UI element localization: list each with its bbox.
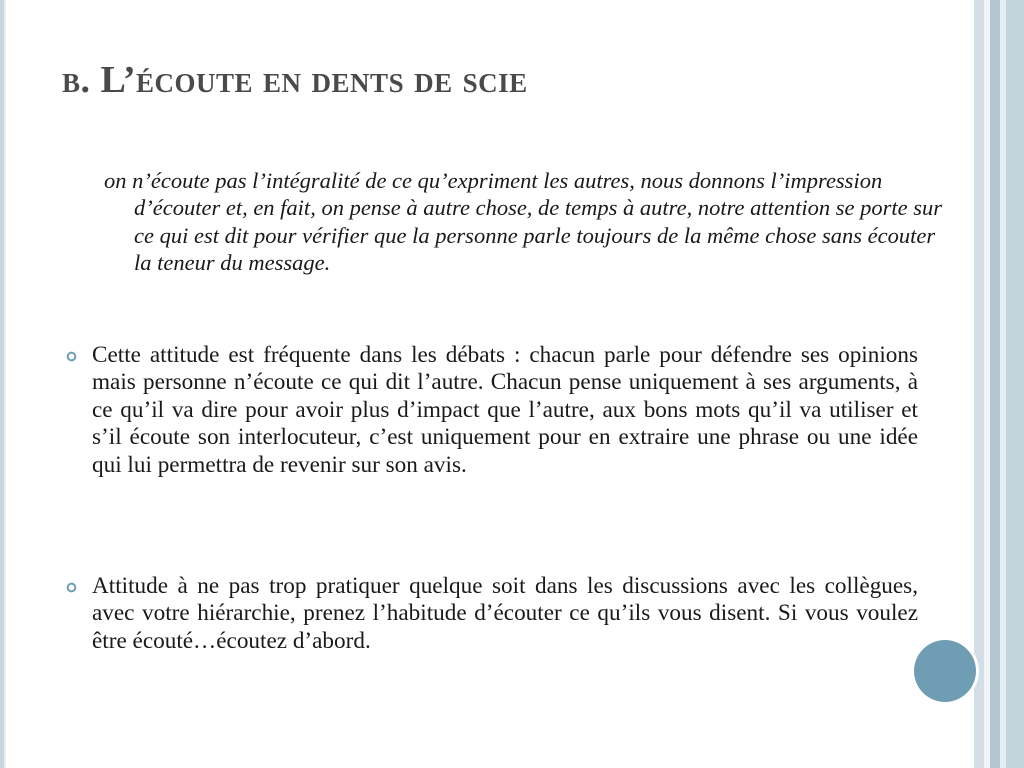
bullet-item: [62, 342, 918, 479]
bullet-text: Cette attitude est fréquente dans les débats : chacun parle pour défendre ses opinions mais personne n’écoute ce qui dit l’autre. Chacun pense uniquement à ses arguments, à ce qu’il va dire pour avoir plus d’impact que l’autre, aux bons mots qu’il va utiliser et s’il écoute son interlocuteur, c’est uniquement pour en extraire une phrase ou une idée qui lui permettra de revenir sur son avis.: [92, 342, 918, 478]
band: [974, 0, 984, 768]
ring-bullet-icon: [66, 582, 77, 593]
slide-title: b. L’écoute en dents de scie: [62, 59, 528, 101]
bullet-text: Attitude à ne pas trop pratiquer quelque soit dans les discussions avec les collègues, avec votre hiérarchie, prenez l’habitude d’écouter ce qu’ils vous disent. Si vous voulez être écouté…écoutez d’abord.: [92, 573, 918, 654]
band: [990, 0, 1000, 768]
ring-bullet-icon: [66, 351, 77, 362]
left-border-highlight: [4, 0, 6, 768]
decorative-circle: [914, 640, 976, 702]
band: [1006, 0, 1024, 768]
quote-paragraph: on n’écoute pas l’intégralité de ce qu’expriment les autres, nous donnons l’impression d’écouter et, en fait, on pense à autre chose, de temps à autre, notre attention se porte sur ce qui est dit pour vérifier que la personne parle toujours de la même chose sans écouter la teneur du message.: [104, 168, 942, 275]
right-decorative-bands: [974, 0, 1024, 768]
bullet-item: [62, 573, 918, 655]
